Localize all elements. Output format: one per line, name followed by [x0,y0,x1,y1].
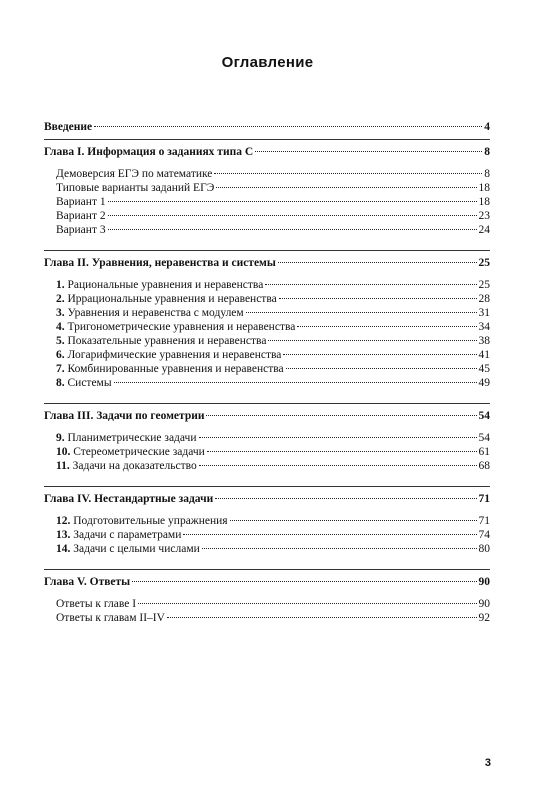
toc-item-number: 5. [56,335,65,347]
dot-leader [265,284,476,285]
toc-chapter-title: Глава V. Ответы [44,576,131,588]
toc-item-row[interactable] [44,306,490,320]
dot-leader [286,368,477,369]
dot-leader [199,437,477,438]
dot-leader [255,151,482,152]
dot-leader [202,548,477,549]
dot-leader [167,617,477,618]
dot-leader [207,451,477,452]
toc-item-row[interactable] [44,209,490,223]
toc-intro-label: Введение [44,121,93,133]
toc-item-row[interactable] [44,514,490,528]
dot-leader [108,215,477,216]
toc-intro-row[interactable] [44,120,490,134]
toc-item-page: 49 [478,377,490,389]
toc-item-label [56,278,263,292]
toc-chapter-row[interactable] [44,575,490,589]
toc-item-page: 71 [478,515,490,527]
toc-item-page: 24 [478,224,490,236]
toc-item-text: Задачи на доказательство [72,460,197,472]
toc-item-label [56,362,284,376]
toc-item-page: 61 [478,446,490,458]
toc-item-label [56,445,205,459]
toc-item-label [56,431,197,445]
toc-item-row[interactable] [44,362,490,376]
toc-item-row[interactable] [44,459,490,473]
toc-chapter-title: Глава IV. Нестандартные задачи [44,493,214,505]
page-title: Оглавление [221,54,314,71]
toc-chapter-title: Глава I. Информация о заданиях типа С [44,146,254,158]
toc-item-label [56,181,214,195]
dot-leader [268,340,476,341]
toc-chapters [44,134,490,633]
toc-item-row[interactable] [44,320,490,334]
toc-item-row[interactable] [44,348,490,362]
dot-leader [283,354,476,355]
toc-item-row[interactable] [44,292,490,306]
toc-item-text: Иррациональные уравнения и неравенства [67,293,277,305]
toc-item-text: Подготовительные упражнения [73,515,228,527]
toc-item-label [56,334,266,348]
toc-item-label [56,611,165,625]
toc-item-label [56,306,244,320]
toc-chapter-page: 71 [478,493,490,505]
dot-leader [278,262,477,263]
toc-item-label [56,459,197,473]
toc-item-page: 34 [478,321,490,333]
dot-leader [138,603,476,604]
toc-item-label [56,528,181,542]
toc-item-text: Вариант 2 [56,210,106,222]
toc-item-label [56,195,106,209]
toc-chapter-row[interactable] [44,145,490,159]
toc-item-text: Планиметрические задачи [67,432,197,444]
toc-item-number: 14. [56,543,71,555]
toc-item-text: Системы [67,377,112,389]
toc-item-page: 38 [478,335,490,347]
toc-item-row[interactable] [44,167,490,181]
toc-item-row[interactable] [44,195,490,209]
dot-leader [230,520,477,521]
dot-leader [206,415,476,416]
toc-chapter-page: 54 [478,410,490,422]
dot-leader [114,382,477,383]
toc-item-number: 3. [56,307,65,319]
toc-item-label [56,167,212,181]
toc-item-number: 10. [56,446,71,458]
toc-item-text: Уравнения и неравенства с модулем [67,307,244,319]
toc-item-page: 80 [478,543,490,555]
toc-item-text: Ответы к главе I [56,598,137,610]
dot-leader [297,326,476,327]
toc-chapter-title: Глава III. Задачи по геометрии [44,410,205,422]
toc-item-row[interactable] [44,376,490,390]
table-of-contents [44,120,490,633]
toc-item-number: 8. [56,377,65,389]
toc-item-number: 11. [56,460,70,472]
toc-item-number: 2. [56,293,65,305]
toc-chapter-row[interactable] [44,256,490,270]
toc-item-label [56,348,281,362]
dot-leader [183,534,476,535]
toc-item-label [56,597,136,611]
toc-item-text: Вариант 3 [56,224,106,236]
toc-item-number: 4. [56,321,65,333]
toc-item-row[interactable] [44,611,490,625]
toc-item-number: 13. [56,529,71,541]
page-number: 3 [484,757,491,769]
toc-chapter-row[interactable] [44,492,490,506]
toc-item-row[interactable] [44,334,490,348]
toc-item-text: Вариант 1 [56,196,106,208]
toc-item-row[interactable] [44,597,490,611]
toc-chapter-page: 8 [484,146,490,158]
dot-leader [108,229,477,230]
toc-item-row[interactable] [44,431,490,445]
dot-leader [108,201,477,202]
toc-chapter-page: 25 [478,257,490,269]
toc-item-page: 23 [478,210,490,222]
toc-item-page: 18 [478,182,490,194]
toc-item-row[interactable] [44,528,490,542]
toc-item-page: 92 [478,612,490,624]
toc-item-text: Демоверсия ЕГЭ по математике [56,168,213,180]
toc-item-number: 6. [56,349,65,361]
toc-item-page: 25 [478,279,490,291]
toc-item-text: Задачи с целыми числами [73,543,200,555]
toc-item-label [56,209,106,223]
toc-item-page: 31 [478,307,490,319]
dot-leader [132,581,476,582]
toc-item-page: 28 [478,293,490,305]
toc-item-text: Комбинированные уравнения и неравенства [67,363,284,375]
toc-item-row[interactable] [44,542,490,556]
toc-item-label [56,376,112,390]
dot-leader [94,126,482,127]
toc-item-label [56,542,200,556]
toc-item-page: 8 [484,168,490,180]
toc-item-text: Показательные уравнения и неравенства [67,335,267,347]
toc-item-page: 45 [478,363,490,375]
dot-leader [279,298,477,299]
toc-item-label [56,223,106,237]
toc-item-text: Типовые варианты заданий ЕГЭ [56,182,215,194]
toc-item-row[interactable] [44,223,490,237]
toc-item-label [56,292,277,306]
toc-item-row[interactable] [44,278,490,292]
toc-item-label [56,320,295,334]
toc-item-page: 18 [478,196,490,208]
toc-chapter-title: Глава II. Уравнения, неравенства и системы [44,257,276,269]
toc-item-row[interactable] [44,181,490,195]
toc-item-text: Рациональные уравнения и неравенства [67,279,264,291]
toc-item-page: 68 [478,460,490,472]
dot-leader [215,498,476,499]
toc-item-text: Логарифмические уравнения и неравенства [67,349,282,361]
toc-chapter-page: 90 [478,576,490,588]
toc-item-text: Задачи с параметрами [73,529,182,541]
toc-item-text: Ответы к главам II–IV [56,612,165,624]
dot-leader [199,465,477,466]
toc-item-text: Стереометрические задачи [73,446,205,458]
toc-item-label [56,514,228,528]
toc-item-page: 90 [478,598,490,610]
toc-item-number: 7. [56,363,65,375]
toc-item-row[interactable] [44,445,490,459]
toc-item-number: 1. [56,279,65,291]
toc-item-number: 9. [56,432,65,444]
dot-leader [246,312,477,313]
dot-leader [214,173,482,174]
toc-item-page: 41 [478,349,490,361]
toc-item-number: 12. [56,515,71,527]
toc-intro-page: 4 [484,121,490,133]
toc-item-page: 74 [478,529,490,541]
toc-chapter-row[interactable] [44,409,490,423]
dot-leader [216,187,476,188]
toc-item-text: Тригонометрические уравнения и неравенства [67,321,296,333]
toc-item-page: 54 [478,432,490,444]
